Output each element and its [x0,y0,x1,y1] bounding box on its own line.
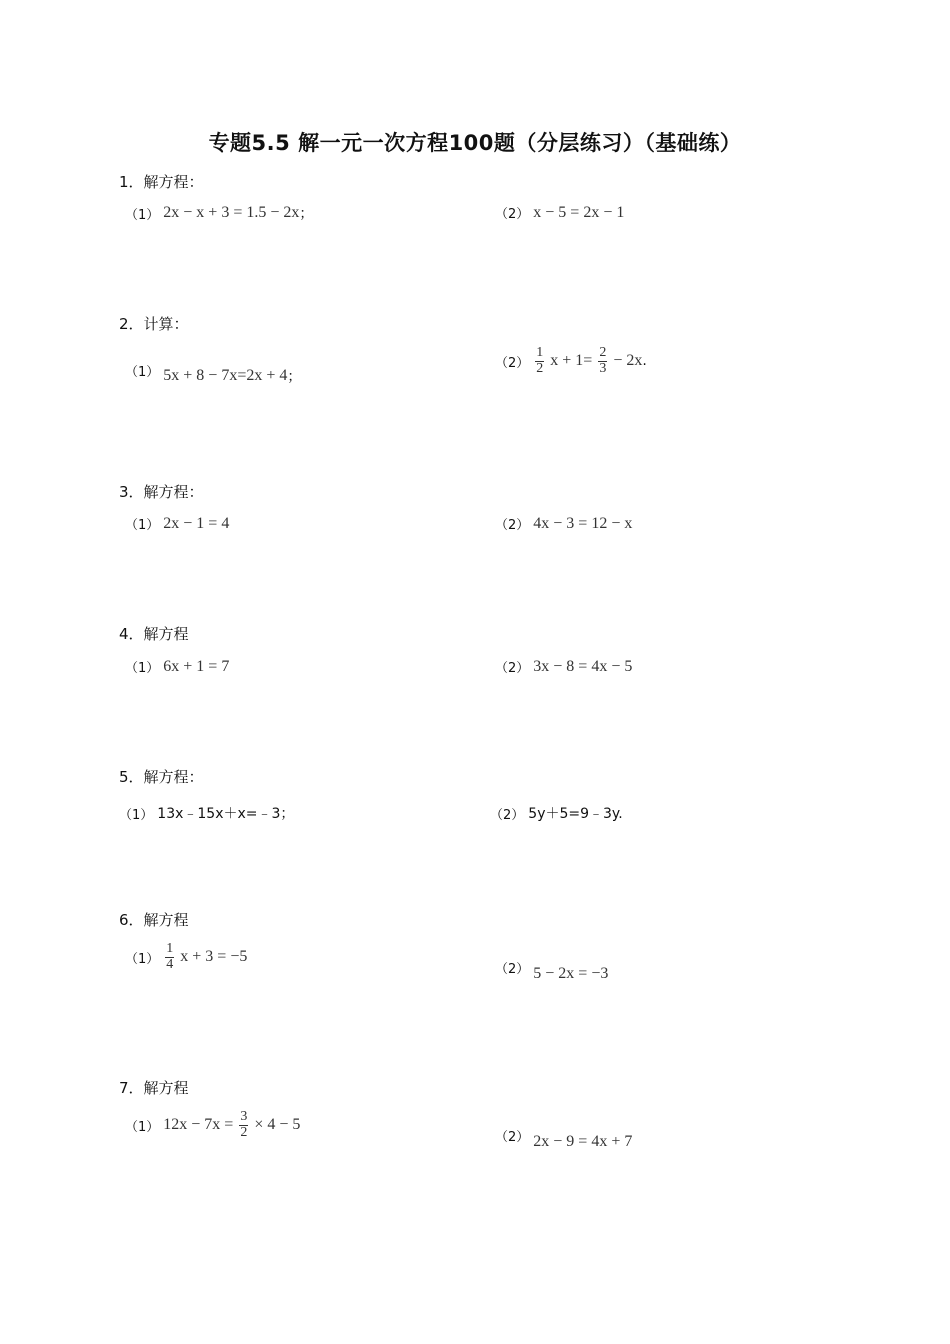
fraction [598,346,607,376]
part-label: （1） [125,1119,160,1135]
question-7-part-2 [495,1126,633,1150]
question-2-part-1 [125,360,302,385]
part-label: （2） [495,962,530,977]
question-5-part-1 [119,803,294,823]
equation-end: × 4 − 5 [254,1115,301,1133]
fraction-numerator: 1 [166,941,174,956]
fraction-denominator: 4 [166,956,174,972]
equation-tail: . [642,353,647,370]
equation-end: x + 3 = −5 [180,947,248,965]
part-label: （1） [125,951,160,967]
equation: 5y＋5=9﹣3y. [528,806,623,822]
part-label: （1） [125,661,160,676]
equation-tail: ； [287,369,302,385]
part-label: （1） [125,518,160,533]
part-label: （1） [125,207,160,223]
equation: 13x﹣15x＋x=﹣3； [157,806,295,822]
question-2-part-2 [495,346,647,376]
fraction-numerator: 1 [536,345,544,360]
equation: x − 5 = 2x − 1 [533,203,625,221]
question-1-part-2 [495,203,624,222]
part-label: （2） [495,355,530,371]
equation: 2x − 9 = 4x + 7 [533,1132,633,1150]
page-title: 专题5.5 解一元一次方程100题（分层练习）（基础练） [208,131,742,155]
question-6-part-2 [495,958,609,982]
question-7-part-1 [125,1110,300,1140]
equation: 5 − 2x = −3 [533,964,609,982]
part-label: （1） [125,364,160,380]
question-1-part-1 [125,203,313,223]
part-label: （1） [119,807,154,823]
question-6-label: 6．解方程 [119,911,189,929]
equation [163,1110,300,1140]
question-3-part-2 [495,514,632,533]
equation: 5x + 8 − 7x=2x + 4 [163,367,288,384]
equation-start: 12x − 7x = [163,1115,234,1133]
question-1-label: 1．解方程： [119,173,204,191]
equation [163,942,247,972]
part-label: （2） [495,661,530,676]
fraction-numerator: 2 [599,345,607,360]
fraction [239,1110,248,1140]
fraction-denominator: 3 [599,360,607,376]
question-4-part-1 [125,657,229,676]
fraction-denominator: 2 [240,1124,248,1140]
equation: 3x − 8 = 4x − 5 [533,657,633,675]
question-3-label: 3．解方程： [119,483,204,501]
question-6-part-1 [125,942,247,972]
question-4-part-2 [495,657,632,676]
equation [533,346,642,376]
fraction-denominator: 2 [536,360,544,376]
question-7-label: 7．解方程 [119,1079,189,1097]
fraction [165,942,174,972]
equation-tail: ； [299,206,314,222]
fraction [535,346,544,376]
question-5-part-2 [490,803,623,823]
fraction-numerator: 3 [240,1109,248,1124]
question-2-label: 2．计算： [119,315,189,333]
part-label: （2） [490,807,525,823]
equation-middle: x + 1= [550,351,593,369]
question-5-label: 5．解方程： [119,768,204,786]
equation: 2x − 1 = 4 [163,514,230,532]
equation-end: − 2x [613,351,643,369]
question-3-part-1 [125,514,229,533]
equation: 6x + 1 = 7 [163,657,230,675]
question-4-label: 4．解方程 [119,625,189,643]
part-label: （2） [495,207,530,222]
equation: 2x − x + 3 = 1.5 − 2x [163,204,300,221]
part-label: （2） [495,1130,530,1145]
equation: 4x − 3 = 12 − x [533,514,633,532]
part-label: （2） [495,518,530,533]
